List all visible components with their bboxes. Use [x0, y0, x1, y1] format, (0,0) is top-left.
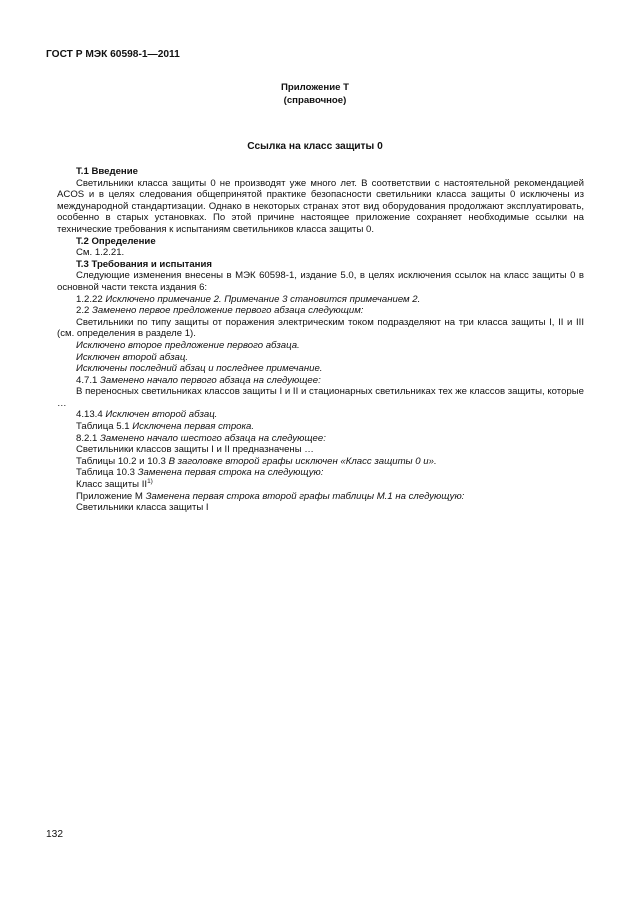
section-title: Ссылка на класс защиты 0	[247, 141, 383, 152]
replacement-text	[57, 479, 584, 491]
t1-heading: Т.1 Введение	[76, 166, 138, 177]
t3-heading: Т.3 Требования и испытания	[76, 258, 212, 270]
change-text: Заменена первая строка второй графы таблицы М.1 на следующую:	[145, 490, 465, 502]
t1-paragraph: Светильники класса защиты 0 не производят уже много лет. В соответствии с настоятельной рекомендацией ACOS и в целях следования общепринятой практике безопасности светильники класса защиты 0 исключены из международной стандартизации. Однако в некоторых странах этот вид оборудования продолжают эксплуатировать, особенно в старых установках. По этой причине настоящее приложение сохраняет необходимые ссылки на технические требования к испытаниям светильников класса защиты 0.	[57, 177, 584, 235]
change-text: Исключено второе предложение первого абзаца.	[76, 339, 300, 351]
t2-paragraph: См. 1.2.21.	[76, 247, 125, 259]
change-item	[57, 363, 584, 375]
clause-ref: 2.2	[76, 305, 90, 317]
page-number: 132	[46, 829, 63, 840]
document-body	[57, 166, 584, 514]
change-text: Заменено первое предложение первого абзаца следующим:	[92, 305, 364, 317]
replacement-text: В переносных светильниках классов защиты I и II и стационарных светильниках тех же классов защиты, которые …	[57, 386, 584, 409]
t3-intro: Следующие изменения внесены в МЭК 60598-1, издание 5.0, в целях исключения ссылок на класс защиты 0 в основной части текста издания 6:	[57, 270, 584, 293]
replacement-text: Светильники классов защиты I и II предназначены …	[76, 444, 314, 456]
change-item	[57, 352, 584, 364]
replacement-text: Светильники по типу защиты от поражения электрическим током подразделяют на три класса защиты I, II и III (см. определения в разделе 1).	[57, 316, 584, 340]
clause-ref: Таблица 5.1	[76, 421, 130, 433]
change-item	[57, 421, 584, 433]
standard-header: ГОСТ Р МЭК 60598-1—2011	[46, 49, 180, 60]
change-text: В заголовке второй графы исключен «Класс защиты 0 и».	[168, 455, 437, 467]
change-text: Заменена первая строка на следующую:	[137, 467, 324, 479]
change-item	[57, 294, 584, 306]
change-text: Заменено начало шестого абзаца на следующее:	[100, 432, 326, 444]
t2-heading: Т.2 Определение	[76, 235, 156, 247]
footnote-marker: 1)	[147, 478, 153, 486]
clause-ref: Таблицы 10.2 и 10.3	[76, 455, 166, 467]
change-item	[57, 409, 584, 421]
change-item	[57, 340, 584, 352]
change-text: Заменено начало первого абзаца на следующее:	[100, 374, 321, 386]
change-item	[57, 491, 584, 503]
change-item	[57, 456, 584, 468]
change-text: Исключены последний абзац и последнее примечание.	[76, 363, 323, 375]
change-item	[57, 433, 584, 445]
change-text: Исключен второй абзац.	[105, 409, 218, 421]
change-text: Исключено примечание 2. Примечание 3 становится примечанием 2.	[105, 293, 421, 305]
change-text: Исключен второй абзац.	[76, 351, 188, 363]
annex-title: Приложение Т	[281, 82, 349, 93]
clause-ref: Приложение М	[76, 490, 143, 502]
change-text: Исключена первая строка.	[132, 421, 255, 433]
annex-type: (справочное)	[283, 95, 347, 106]
clause-ref: Таблица 10.3	[76, 467, 135, 479]
change-item	[57, 305, 584, 317]
replacement-label: Класс защиты II	[76, 479, 148, 491]
replacement-text: Светильники класса защиты I	[76, 502, 209, 514]
clause-ref: 8.2.1	[76, 432, 98, 444]
change-item	[57, 375, 584, 387]
clause-ref: 4.13.4	[76, 409, 103, 421]
change-item	[57, 467, 584, 479]
clause-ref: 1.2.22	[76, 293, 103, 305]
clause-ref: 4.7.1	[76, 374, 98, 386]
